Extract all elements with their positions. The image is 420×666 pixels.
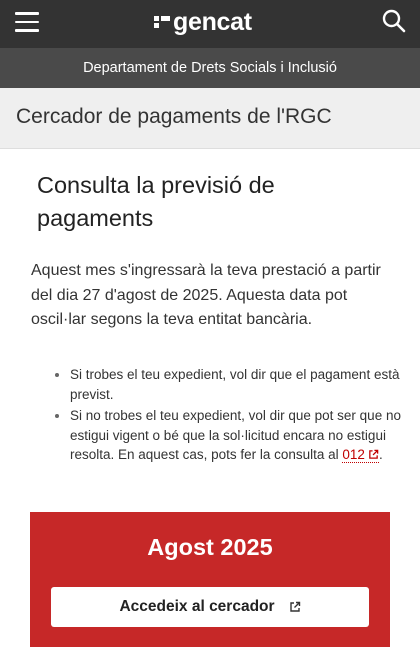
intro-paragraph: Aquest mes s'ingressarà la teva prestació a partir del dia 27 d'agost de 2025. Aquesta data pot oscil·lar segons la teva entitat bancària. [31,262,381,328]
hamburger-menu-icon[interactable] [15,12,39,32]
search-icon[interactable] [381,8,407,34]
external-link-icon [289,601,301,613]
main-content [0,149,420,666]
info-list [48,365,410,467]
department-bar[interactable] [0,48,420,88]
external-link-icon [368,449,379,460]
link-012[interactable]: 012 [342,447,379,463]
list-item: • Si trobes el teu expedient, vol dir que el pagament està previst. [70,365,410,404]
access-search-button-label[interactable]: Accedeix al cercador [119,598,275,615]
department-name[interactable]: Departament de Drets Socials i Inclusió [83,60,337,76]
top-navigation-bar [0,0,420,48]
gencat-logo-mark-icon [154,14,170,30]
section-title: Consulta la previsió de pagaments [37,172,275,231]
list-item: • Si no trobes el teu expedient, vol dir que pot ser que no estigui vigent o bé que la sol·licitud encara no estigui resolta. En aquest cas, pots fer la consulta al 012 . [70,406,410,465]
payment-month: Agost 2025 [147,534,273,560]
gencat-logo[interactable] [154,6,252,38]
brand-name: gencat [173,7,252,36]
page-title: Cercador de pagaments de l'RGC [16,105,332,128]
page-header [0,88,420,149]
payment-month-card [30,512,390,647]
access-search-button[interactable] [51,587,369,627]
